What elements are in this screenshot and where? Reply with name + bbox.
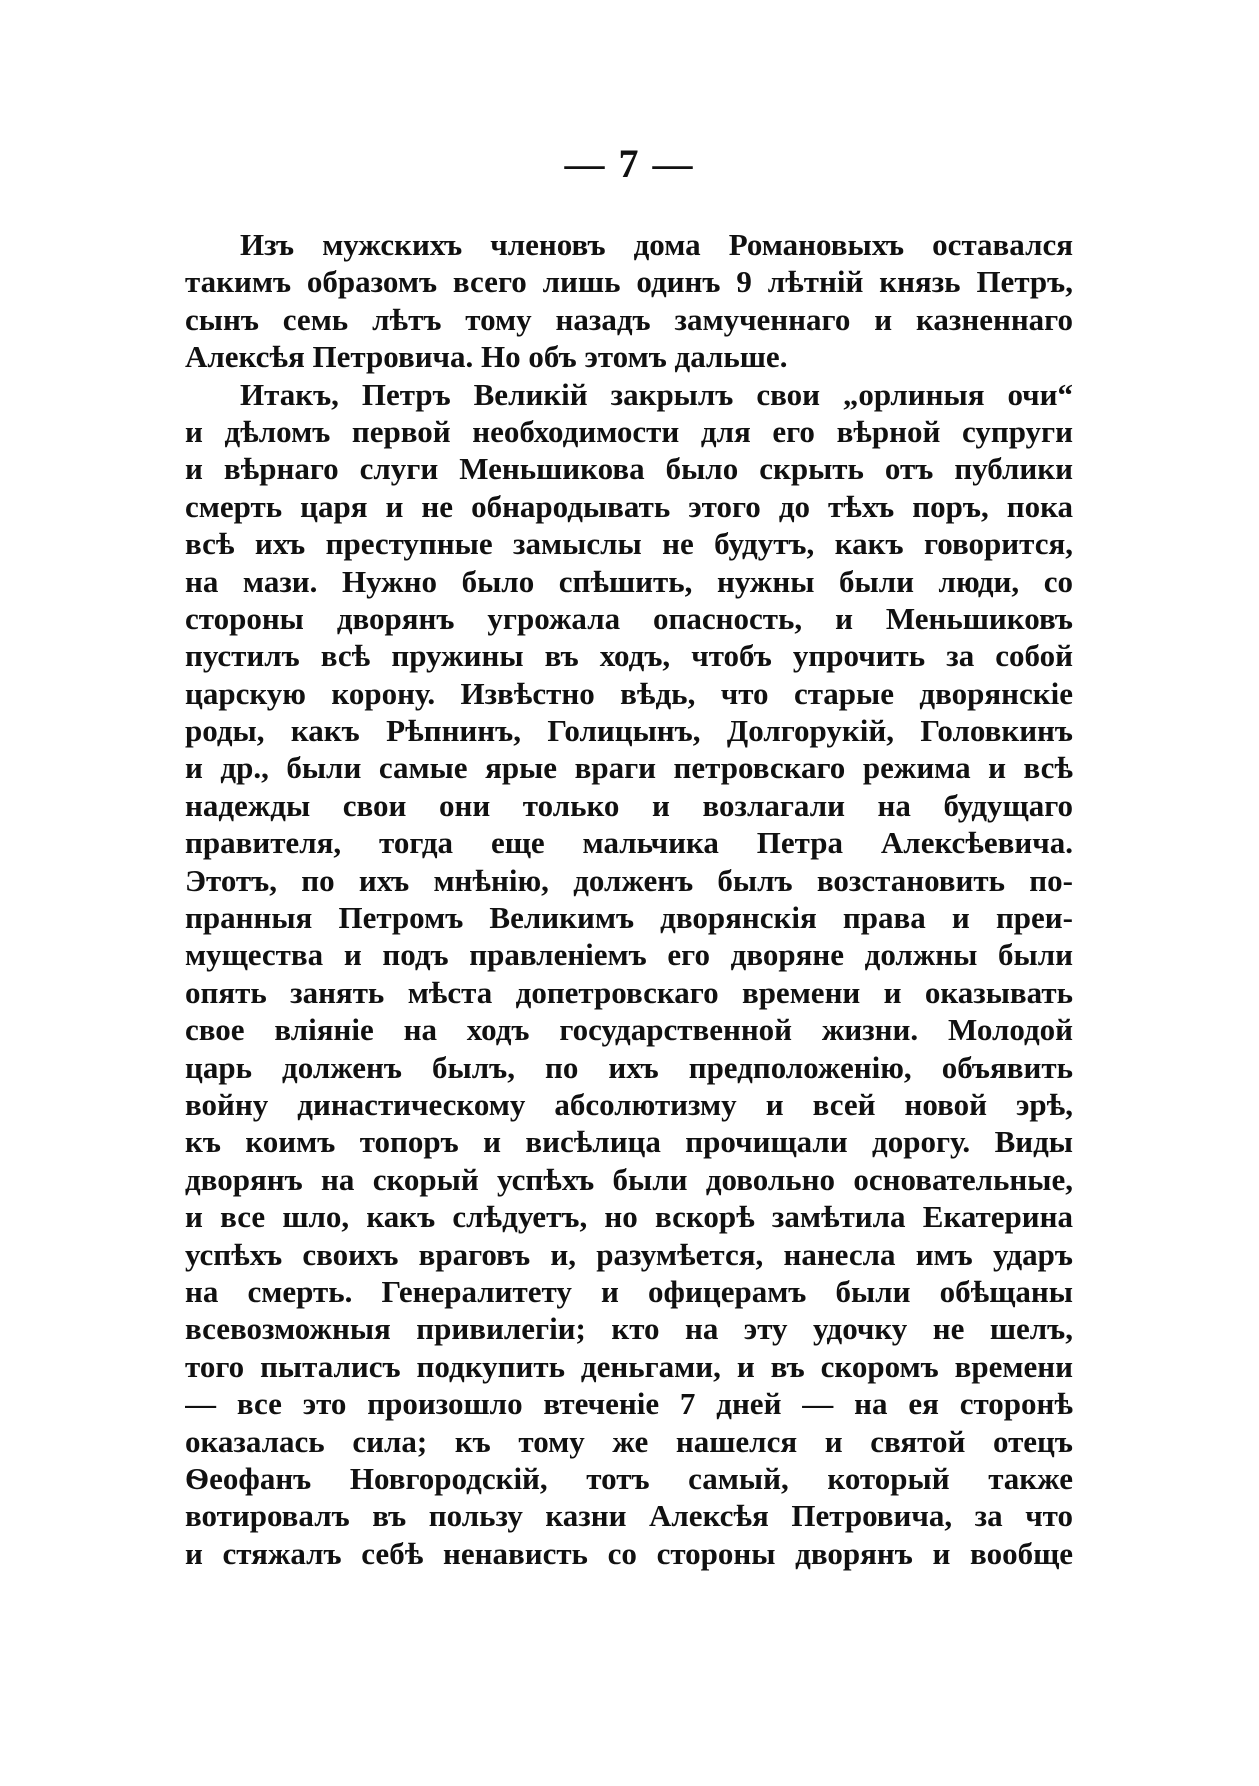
text-line: надежды свои они только и возлагали на будущаго [185, 787, 1073, 823]
text-line: и стяжалъ себѣ ненависть со стороны дворянъ и вообще [185, 1535, 1073, 1571]
text-line: Этотъ, по ихъ мнѣнію, долженъ былъ возстановить по- [185, 862, 1073, 898]
text-line: оказалась сила; къ тому же нашелся и святой отецъ [185, 1423, 1073, 1459]
text-line: войну династическому абсолютизму и всей новой эрѣ, [185, 1086, 1073, 1122]
text-line: стороны дворянъ угрожала опасность, и Меньшиковъ [185, 600, 1073, 636]
text-line: мущества и подъ правленіемъ его дворяне должны были [185, 937, 1073, 973]
text-line: вотировалъ въ пользу казни Алексѣя Петровича, за что [185, 1498, 1073, 1534]
text-line: и др., были самые ярые враги петровскаго режима и всѣ [185, 750, 1073, 786]
text-line: — все это произошло втеченіе 7 дней — на ея сторонѣ [185, 1386, 1073, 1422]
text-line: роды, какъ Рѣпнинъ, Голицынъ, Долгорукій, Головкинъ [185, 713, 1073, 749]
text-line: и вѣрнаго слуги Меньшикова было скрыть отъ публики [185, 451, 1073, 487]
text-line: царь долженъ былъ, по ихъ предположенію, объявить [185, 1049, 1073, 1085]
text-line: правителя, тогда еще мальчика Петра Алексѣевича. [185, 825, 1073, 861]
text-line: и все шло, какъ слѣдуетъ, но вскорѣ замѣтила Екатерина [185, 1199, 1073, 1235]
text-line: всѣ ихъ преступные замыслы не будутъ, какъ говорится, [185, 526, 1073, 562]
text-line: Алексѣя Петровича. Но объ этомъ дальше. [185, 339, 788, 375]
text-line: пустилъ всѣ пружины въ ходъ, чтобъ упрочить за собой [185, 638, 1073, 674]
text-line: такимъ образомъ всего лишь одинъ 9 лѣтній князь Петръ, [185, 264, 1073, 300]
text-line: свое вліяніе на ходъ государственной жизни. Молодой [185, 1012, 1073, 1048]
text-line: Итакъ, Петръ Великій закрылъ свои „орлиныя очи“ [240, 376, 1073, 412]
text-line: Изъ мужскихъ членовъ дома Романовыхъ оставался [240, 227, 1073, 262]
text-line: Ѳеофанъ Новгородскій, тотъ самый, который также [185, 1460, 1073, 1496]
text-line: къ коимъ топоръ и висѣлица прочищали дорогу. Виды [185, 1124, 1073, 1160]
text-line: опять занять мѣста допетровскаго времени и оказывать [185, 974, 1073, 1010]
text-line: на мази. Нужно было спѣшить, нужны были люди, со [185, 563, 1073, 599]
page-number: — 7 — [564, 141, 695, 186]
text-line: на смерть. Генералитету и офицерамъ были обѣщаны [185, 1273, 1073, 1309]
text-line: всевозможныя привилегіи; кто на эту удочку не шелъ, [185, 1311, 1073, 1347]
text-line: пранныя Петромъ Великимъ дворянскія права и преи- [185, 900, 1073, 936]
text-line: и дѣломъ первой необходимости для его вѣрной супруги [185, 413, 1073, 449]
text-line: успѣхъ своихъ враговъ и, разумѣется, нанесла имъ ударъ [185, 1236, 1073, 1272]
text-line: того пыталисъ подкупить деньгами, и въ скоромъ времени [185, 1348, 1073, 1384]
text-line: дворянъ на скорый успѣхъ были довольно основательные, [185, 1161, 1073, 1197]
text-line: царскую корону. Извѣстно вѣдь, что старые дворянскіе [185, 675, 1073, 711]
body-text [185, 226, 1073, 1572]
text-line: сынъ семь лѣтъ тому назадъ замученнаго и казненнаго [185, 301, 1073, 337]
text-line: смерть царя и не обнародывать этого до тѣхъ поръ, пока [185, 488, 1073, 524]
